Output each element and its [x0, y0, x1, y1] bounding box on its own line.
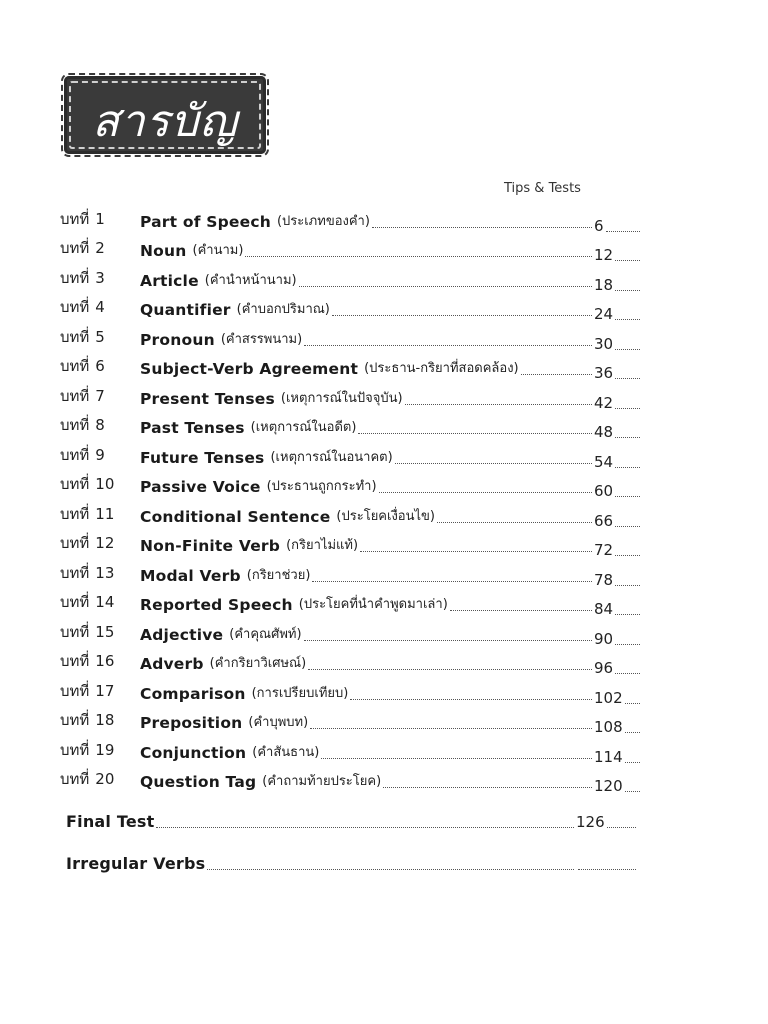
- chapter-page: 18: [594, 275, 614, 294]
- chapter-title-th: (คำนำหน้านาม): [204, 272, 297, 288]
- chapter-page: 54: [594, 452, 614, 471]
- lesson-prefix: บทที่: [60, 386, 90, 405]
- chapter-title-th: (กริยาไม่แท้): [286, 538, 359, 553]
- chapter-title-en: Part of Speech: [140, 212, 271, 231]
- lesson-prefix: บทที่: [60, 563, 90, 582]
- page-number-cell: [594, 659, 640, 677]
- chapter-page: 42: [594, 393, 614, 412]
- dot-leader: [308, 669, 592, 670]
- lesson-number: 20: [95, 770, 115, 788]
- chapter-entry: [140, 357, 594, 382]
- chapter-title-en: Present Tenses: [140, 389, 275, 408]
- dot-leader-tail: [615, 644, 640, 645]
- chapter-title-th: (เหตุการณ์ในอดีต): [250, 420, 357, 435]
- dot-leader: [379, 492, 592, 493]
- chapter-page: 48: [594, 423, 614, 441]
- dot-leader: [304, 345, 592, 346]
- dot-leader: [358, 433, 592, 434]
- chapter-page: 12: [594, 246, 614, 264]
- lesson-number: 15: [95, 622, 115, 641]
- lesson-label: [60, 502, 140, 530]
- lesson-prefix: บทที่: [60, 534, 90, 552]
- chapter-page: 96: [594, 659, 614, 677]
- dot-leader: [405, 404, 592, 405]
- chapter-title-th: (คำบอกปริมาณ): [236, 302, 330, 317]
- lesson-number: 17: [95, 681, 115, 700]
- lesson-number: 3: [95, 268, 105, 287]
- lesson-label: [60, 590, 140, 618]
- page-number-cell: [576, 869, 636, 873]
- lesson-number: 10: [95, 475, 115, 493]
- chapter-entry: [140, 328, 594, 353]
- page-number-cell: [594, 217, 640, 235]
- lesson-label: [60, 384, 140, 412]
- chapter-title-th: (คำสันธาน): [252, 744, 320, 760]
- chapter-entry: [140, 534, 594, 559]
- lesson-prefix: บทที่: [60, 681, 90, 700]
- toc-row: [60, 441, 640, 471]
- lesson-prefix: บทที่: [60, 239, 90, 257]
- lesson-number: 5: [95, 327, 105, 346]
- toc-row: [60, 500, 640, 530]
- dot-leader: [395, 463, 592, 464]
- dot-leader: [332, 315, 592, 316]
- chapter-page: 36: [594, 364, 614, 382]
- dot-leader-tail: [625, 703, 640, 704]
- table-of-contents: [60, 205, 640, 795]
- chapter-entry: [140, 741, 594, 766]
- chapter-page: 114: [594, 747, 623, 766]
- lesson-prefix: บทที่: [60, 504, 90, 523]
- toc-row: [60, 707, 640, 737]
- lesson-prefix: บทที่: [60, 298, 90, 316]
- lesson-label: [60, 295, 140, 323]
- chapter-title-en: Reported Speech: [140, 596, 293, 614]
- page-number-cell: [594, 305, 640, 323]
- lesson-number: 16: [95, 652, 115, 670]
- lesson-label: [60, 738, 140, 766]
- chapter-title-en: Adjective: [140, 625, 224, 644]
- chapter-page: 24: [594, 305, 614, 323]
- chapter-entry: [140, 210, 594, 235]
- irregular-verbs-label: Irregular Verbs: [66, 854, 206, 873]
- toc-row: [60, 677, 640, 707]
- chapter-title-en: Preposition: [140, 714, 243, 732]
- dot-leader: [312, 581, 592, 582]
- chapter-title-en: Past Tenses: [140, 419, 245, 437]
- lesson-prefix: บทที่: [60, 652, 90, 670]
- lesson-number: 18: [95, 711, 115, 729]
- page-number-cell: [594, 246, 640, 264]
- lesson-number: 7: [95, 386, 105, 405]
- chapter-entry: [140, 269, 594, 294]
- lesson-label: [60, 531, 140, 559]
- chapter-title-th: (คำคุณศัพท์): [229, 626, 302, 642]
- dot-leader-tail: [615, 526, 640, 527]
- page-number-cell: [594, 630, 640, 648]
- chapter-page: 60: [594, 482, 614, 500]
- toc-row: [60, 471, 640, 501]
- lesson-number: 19: [95, 740, 115, 759]
- chapter-title-en: Passive Voice: [140, 478, 261, 496]
- page-number-cell: [594, 571, 640, 589]
- lesson-prefix: บทที่: [60, 622, 90, 641]
- toc-row: [60, 589, 640, 619]
- dot-leader: [360, 551, 592, 552]
- lesson-prefix: บทที่: [60, 740, 90, 759]
- chapter-page: 78: [594, 570, 614, 589]
- chapter-title-en: Comparison: [140, 684, 246, 703]
- chapter-entry: [140, 652, 594, 677]
- dot-leader-tail: [615, 673, 640, 674]
- toc-row: [60, 353, 640, 383]
- lesson-label: [60, 236, 140, 264]
- lesson-prefix: บทที่: [60, 593, 90, 611]
- lesson-label: [60, 325, 140, 353]
- page-number-cell: [594, 482, 640, 500]
- chapter-title-en: Quantifier: [140, 301, 231, 319]
- dot-leader-tail: [578, 869, 636, 870]
- chapter-title-th: (ประธานถูกกระทำ): [266, 479, 377, 494]
- dot-leader: [521, 374, 592, 375]
- chapter-title-en: Conjunction: [140, 743, 247, 762]
- chapter-title-en: Future Tenses: [140, 448, 265, 467]
- chapter-title-th: (เหตุการณ์ในปัจจุบัน): [280, 390, 403, 406]
- toc-row: [60, 264, 640, 294]
- dot-leader-tail: [615, 614, 640, 615]
- chapter-entry: [140, 239, 594, 264]
- irregular-verbs-row: [66, 854, 636, 873]
- lesson-number: 13: [95, 563, 115, 582]
- dot-leader-tail: [625, 732, 640, 733]
- lesson-prefix: บทที่: [60, 209, 90, 228]
- page-number-cell: [594, 600, 640, 618]
- dot-leader: [310, 728, 592, 729]
- chapter-page: 30: [594, 334, 614, 353]
- lesson-prefix: บทที่: [60, 445, 90, 464]
- dot-leader: [450, 610, 592, 611]
- chapter-title-th: (คำถามท้ายประโยค): [262, 774, 382, 789]
- chapter-entry: [140, 298, 594, 323]
- chapter-entry: [140, 475, 594, 500]
- lesson-prefix: บทที่: [60, 327, 90, 346]
- chapter-page: 66: [594, 511, 614, 530]
- toc-row: [60, 294, 640, 324]
- dot-leader: [156, 827, 574, 828]
- chapter-title-th: (คำสรรพนาม): [220, 331, 303, 347]
- title-banner: [64, 76, 266, 154]
- chapter-title-th: (ประโยคเงื่อนไข): [336, 508, 435, 524]
- lesson-label: [60, 649, 140, 677]
- lesson-number: 8: [95, 416, 105, 434]
- chapter-title-en: Modal Verb: [140, 566, 241, 585]
- lesson-number: 11: [95, 504, 115, 523]
- toc-row: [60, 323, 640, 353]
- chapter-entry: [140, 770, 594, 795]
- chapter-entry: [140, 387, 594, 412]
- page-number-cell: [594, 777, 640, 795]
- lesson-label: [60, 767, 140, 795]
- chapter-page: 90: [594, 629, 614, 648]
- chapter-page: 6: [594, 216, 604, 235]
- chapter-title-th: (คำนาม): [192, 243, 244, 258]
- lesson-number: 12: [95, 534, 115, 552]
- toc-row: [60, 412, 640, 442]
- dot-leader-tail: [615, 378, 640, 379]
- lesson-label: [60, 443, 140, 471]
- lesson-prefix: บทที่: [60, 416, 90, 434]
- dot-leader-tail: [615, 408, 640, 409]
- lesson-label: [60, 266, 140, 294]
- chapter-page: 102: [594, 688, 623, 707]
- chapter-entry: [140, 564, 594, 589]
- dot-leader-tail: [615, 496, 640, 497]
- toc-row: [60, 235, 640, 265]
- final-test-row: [66, 812, 636, 831]
- page-number-cell: [594, 512, 640, 530]
- lesson-number: 14: [95, 593, 115, 611]
- chapter-entry: [140, 593, 594, 618]
- chapter-entry: [140, 505, 594, 530]
- page-title: สารบัญ: [92, 96, 238, 147]
- toc-row: [60, 766, 640, 796]
- dot-leader: [207, 869, 574, 870]
- dot-leader: [304, 640, 592, 641]
- dot-leader: [321, 758, 592, 759]
- toc-row: [60, 618, 640, 648]
- lesson-prefix: บทที่: [60, 770, 90, 788]
- dot-leader-tail: [615, 290, 640, 291]
- dot-leader: [299, 286, 592, 287]
- dot-leader: [383, 787, 592, 788]
- lesson-label: [60, 207, 140, 235]
- toc-row: [60, 559, 640, 589]
- page-number-cell: [576, 813, 636, 831]
- dot-leader-tail: [615, 349, 640, 350]
- lesson-prefix: บทที่: [60, 357, 90, 375]
- lesson-label: [60, 413, 140, 441]
- chapter-title-en: Conditional Sentence: [140, 507, 331, 526]
- chapter-title-th: (กริยาช่วย): [246, 567, 311, 583]
- page-number-cell: [594, 276, 640, 294]
- lesson-prefix: บทที่: [60, 268, 90, 287]
- dot-leader-tail: [607, 827, 636, 828]
- chapter-entry: [140, 416, 594, 441]
- dot-leader-tail: [615, 585, 640, 586]
- chapter-page: 84: [594, 600, 614, 618]
- dot-leader-tail: [615, 437, 640, 438]
- dot-leader: [245, 256, 592, 257]
- chapter-title-th: (ประโยคที่นำคำพูดมาเล่า): [298, 597, 448, 612]
- page-number-cell: [594, 453, 640, 471]
- toc-row: [60, 648, 640, 678]
- lesson-number: 1: [95, 209, 105, 228]
- page-number-cell: [594, 394, 640, 412]
- chapter-title-th: (คำกริยาวิเศษณ์): [209, 656, 307, 671]
- page-number-cell: [594, 423, 640, 441]
- chapter-title-en: Pronoun: [140, 330, 215, 349]
- page-number-cell: [594, 335, 640, 353]
- chapter-title-th: (ประธาน-กริยาที่สอดคล้อง): [364, 361, 519, 376]
- chapter-title-en: Non-Finite Verb: [140, 537, 281, 555]
- dot-leader-tail: [615, 467, 640, 468]
- dot-leader-tail: [615, 319, 640, 320]
- toc-row: [60, 382, 640, 412]
- chapter-title-th: (การเปรียบเทียบ): [251, 685, 349, 701]
- lesson-label: [60, 561, 140, 589]
- toc-row: [60, 530, 640, 560]
- dot-leader: [350, 699, 592, 700]
- chapter-title-en: Article: [140, 271, 199, 290]
- chapter-page: 72: [594, 541, 614, 559]
- chapter-title-th: (คำบุพบท): [248, 715, 309, 730]
- chapter-title-th: (เหตุการณ์ในอนาคต): [270, 449, 393, 465]
- chapter-entry: [140, 682, 594, 707]
- lesson-number: 2: [95, 239, 105, 257]
- dot-leader-tail: [615, 260, 640, 261]
- final-test-page: 126: [576, 813, 605, 831]
- chapter-title-en: Adverb: [140, 655, 204, 673]
- lesson-label: [60, 620, 140, 648]
- dot-leader: [372, 227, 592, 228]
- chapter-entry: [140, 711, 594, 736]
- chapter-entry: [140, 623, 594, 648]
- page-number-cell: [594, 364, 640, 382]
- dot-leader-tail: [606, 231, 640, 232]
- lesson-prefix: บทที่: [60, 711, 90, 729]
- chapter-title-en: Noun: [140, 242, 187, 260]
- final-test-label: Final Test: [66, 812, 155, 831]
- lesson-label: [60, 354, 140, 382]
- page-number-cell: [594, 689, 640, 707]
- chapter-page: 108: [594, 718, 623, 736]
- dot-leader: [437, 522, 592, 523]
- dot-leader-tail: [625, 791, 640, 792]
- lesson-number: 9: [95, 445, 105, 464]
- lesson-label: [60, 708, 140, 736]
- toc-row: [60, 736, 640, 766]
- chapter-title-en: Subject-Verb Agreement: [140, 360, 359, 378]
- lesson-label: [60, 472, 140, 500]
- dot-leader-tail: [625, 762, 640, 763]
- chapter-title-en: Question Tag: [140, 773, 257, 791]
- lesson-number: 4: [95, 298, 105, 316]
- chapter-entry: [140, 446, 594, 471]
- page-number-cell: [594, 748, 640, 766]
- column-header-tips-tests: Tips & Tests: [504, 181, 581, 196]
- dot-leader-tail: [615, 555, 640, 556]
- page-number-cell: [594, 541, 640, 559]
- chapter-title-th: (ประเภทของคำ): [276, 213, 370, 229]
- lesson-label: [60, 679, 140, 707]
- lesson-number: 6: [95, 357, 105, 375]
- toc-row: [60, 205, 640, 235]
- page-number-cell: [594, 718, 640, 736]
- lesson-prefix: บทที่: [60, 475, 90, 493]
- chapter-page: 120: [594, 777, 623, 795]
